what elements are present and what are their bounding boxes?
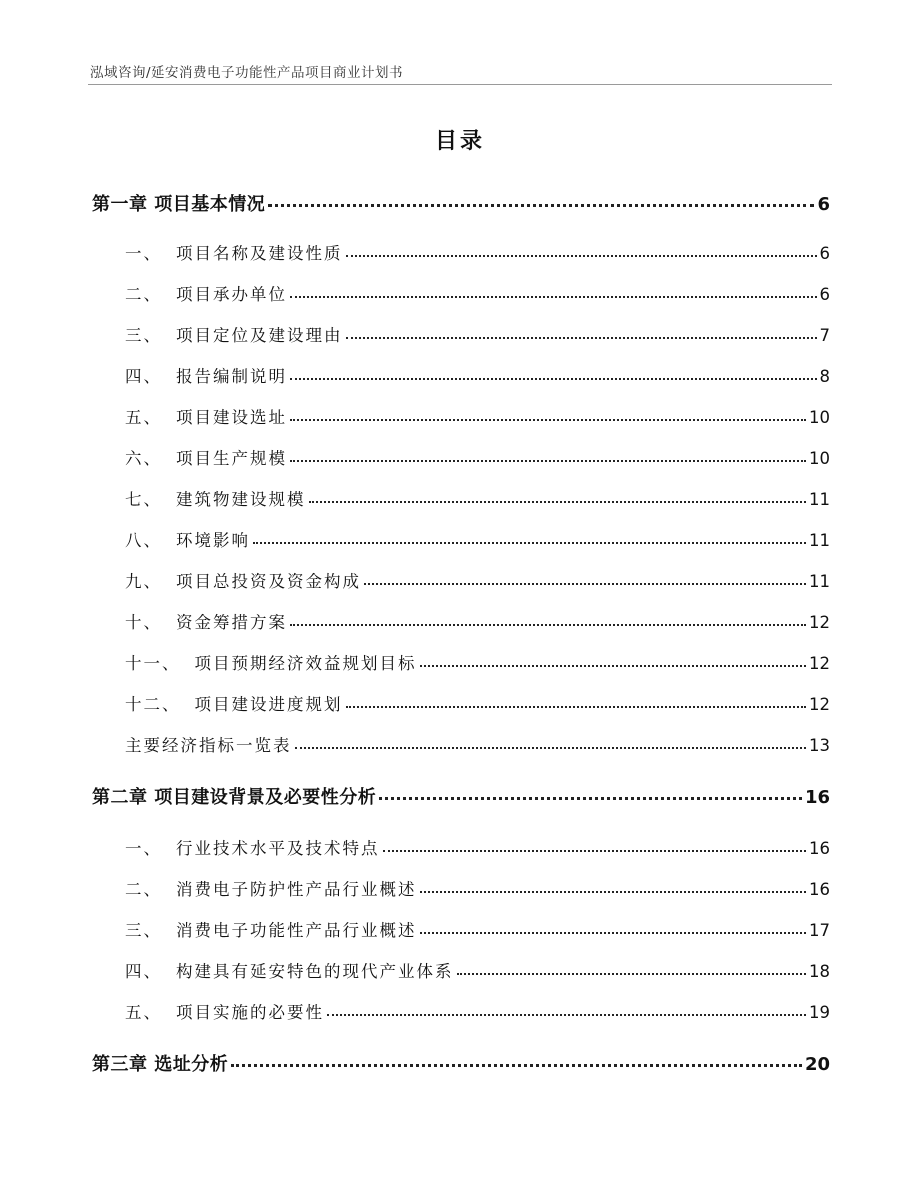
toc-leader-dots — [290, 378, 817, 380]
toc-entry-text: 项目承办单位 — [176, 285, 287, 304]
toc-section-1-5[interactable] — [125, 404, 830, 428]
toc-entry-text: 第一章 项目基本情况 — [92, 194, 266, 215]
toc-entry-number: 二、 — [125, 880, 162, 899]
toc-entry-number: 四、 — [125, 367, 162, 386]
toc-page-number: 6 — [817, 194, 830, 215]
toc-entry-number: 十、 — [125, 613, 162, 632]
toc-entry-number: 六、 — [125, 449, 162, 468]
toc-page-number: 6 — [819, 285, 830, 304]
toc-entry-text: 第三章 选址分析 — [92, 1054, 229, 1075]
toc-leader-dots — [420, 891, 807, 893]
toc-page-number: 6 — [819, 244, 830, 263]
toc-page-number: 10 — [809, 449, 830, 468]
toc-entry-text: 报告编制说明 — [176, 367, 287, 386]
toc-entry-text: 项目建设进度规划 — [194, 695, 343, 714]
toc-section-1-3[interactable] — [125, 322, 830, 346]
toc-entry-text: 项目实施的必要性 — [176, 1003, 324, 1022]
toc-leader-dots — [346, 255, 817, 257]
toc-section-2-5[interactable] — [125, 999, 830, 1023]
toc-page-number: 20 — [804, 1054, 830, 1075]
toc-entry-number: 三、 — [125, 326, 162, 345]
toc-page-number: 10 — [809, 408, 830, 427]
toc-leader-dots — [327, 1014, 806, 1016]
toc-entry-number: 二、 — [125, 285, 162, 304]
toc-section-1-9[interactable] — [125, 568, 830, 592]
toc-page-number: 13 — [809, 736, 830, 755]
toc-leader-dots — [420, 932, 807, 934]
toc-entry-number: 三、 — [125, 921, 162, 940]
toc-entry-text: 项目名称及建设性质 — [176, 244, 343, 263]
toc-page-number: 16 — [804, 787, 830, 808]
toc-leader-dots — [290, 624, 806, 626]
toc-title: 目录 — [434, 129, 485, 154]
toc-leader-dots — [253, 542, 806, 544]
toc-section-1-12[interactable] — [125, 691, 830, 715]
toc-entry-text: 环境影响 — [176, 531, 250, 550]
toc-section-2-2[interactable] — [125, 876, 830, 900]
toc-entry-text: 消费电子功能性产品行业概述 — [176, 921, 417, 940]
toc-leader-dots — [383, 850, 807, 852]
toc-entry-text: 第二章 项目建设背景及必要性分析 — [92, 787, 377, 808]
toc-leader-dots — [346, 706, 807, 708]
toc-entry-text: 项目生产规模 — [176, 449, 287, 468]
toc-chapter-1[interactable] — [92, 190, 830, 216]
toc-leader-dots — [309, 501, 807, 503]
toc-page-number: 16 — [809, 839, 830, 858]
toc-entry-number: 四、 — [125, 962, 162, 981]
toc-section-1-13[interactable] — [125, 732, 830, 756]
header-divider — [88, 84, 832, 85]
toc-entry-number: 十二、 — [125, 695, 181, 714]
toc-entry-number: 五、 — [125, 408, 162, 427]
toc-section-2-3[interactable] — [125, 917, 830, 941]
toc-section-1-1[interactable] — [125, 240, 830, 264]
toc-section-2-1[interactable] — [125, 835, 830, 859]
toc-chapter-2[interactable] — [92, 783, 830, 809]
toc-entry-text: 建筑物建设规模 — [176, 490, 306, 509]
toc-page-number: 8 — [819, 367, 830, 386]
toc-page-number: 12 — [809, 654, 830, 673]
toc-entry-text: 消费电子防护性产品行业概述 — [176, 880, 417, 899]
toc-leader-dots — [290, 419, 806, 421]
toc-leader-dots — [295, 747, 807, 749]
toc-entry-text: 主要经济指标一览表 — [125, 736, 292, 755]
toc-entry-number: 一、 — [125, 244, 162, 263]
toc-entry-text: 行业技术水平及技术特点 — [176, 839, 380, 858]
toc-entry-number: 八、 — [125, 531, 162, 550]
toc-page-number: 17 — [809, 921, 830, 940]
toc-entry-number: 九、 — [125, 572, 162, 591]
toc-section-1-11[interactable] — [125, 650, 830, 674]
toc-page-number: 19 — [809, 1003, 830, 1022]
toc-entry-text: 构建具有延安特色的现代产业体系 — [176, 962, 454, 981]
toc-section-1-6[interactable] — [125, 445, 830, 469]
toc-entry-number: 七、 — [125, 490, 162, 509]
toc-page-number: 18 — [809, 962, 830, 981]
toc-leader-dots — [231, 1064, 802, 1067]
toc-page-number: 12 — [809, 613, 830, 632]
toc-entry-text: 项目总投资及资金构成 — [176, 572, 361, 591]
toc-section-2-4[interactable] — [125, 958, 830, 982]
toc-section-1-7[interactable] — [125, 486, 830, 510]
toc-entry-number: 五、 — [125, 1003, 162, 1022]
toc-section-1-8[interactable] — [125, 527, 830, 551]
toc-chapter-3[interactable] — [92, 1050, 830, 1076]
toc-page-number: 11 — [809, 490, 830, 509]
toc-section-1-2[interactable] — [125, 281, 830, 305]
toc-page-number: 7 — [819, 326, 830, 345]
toc-page-number: 12 — [809, 695, 830, 714]
toc-entry-text: 项目预期经济效益规划目标 — [194, 654, 417, 673]
toc-entry-number: 一、 — [125, 839, 162, 858]
toc-leader-dots — [268, 204, 814, 207]
toc-leader-dots — [379, 797, 802, 800]
toc-page-number: 11 — [809, 572, 830, 591]
toc-entry-text: 资金筹措方案 — [176, 613, 287, 632]
toc-entry-number: 十一、 — [125, 654, 181, 673]
toc-leader-dots — [290, 460, 806, 462]
toc-page-number: 16 — [809, 880, 830, 899]
toc-section-1-10[interactable] — [125, 609, 830, 633]
running-header: 泓域咨询/延安消费电子功能性产品项目商业计划书 — [90, 65, 404, 81]
toc-leader-dots — [457, 973, 807, 975]
toc-entry-text: 项目建设选址 — [176, 408, 287, 427]
toc-leader-dots — [290, 296, 817, 298]
toc-leader-dots — [420, 665, 807, 667]
toc-page-number: 11 — [809, 531, 830, 550]
toc-section-1-4[interactable] — [125, 363, 830, 387]
toc-leader-dots — [346, 337, 817, 339]
toc-entry-text: 项目定位及建设理由 — [176, 326, 343, 345]
toc-leader-dots — [364, 583, 806, 585]
